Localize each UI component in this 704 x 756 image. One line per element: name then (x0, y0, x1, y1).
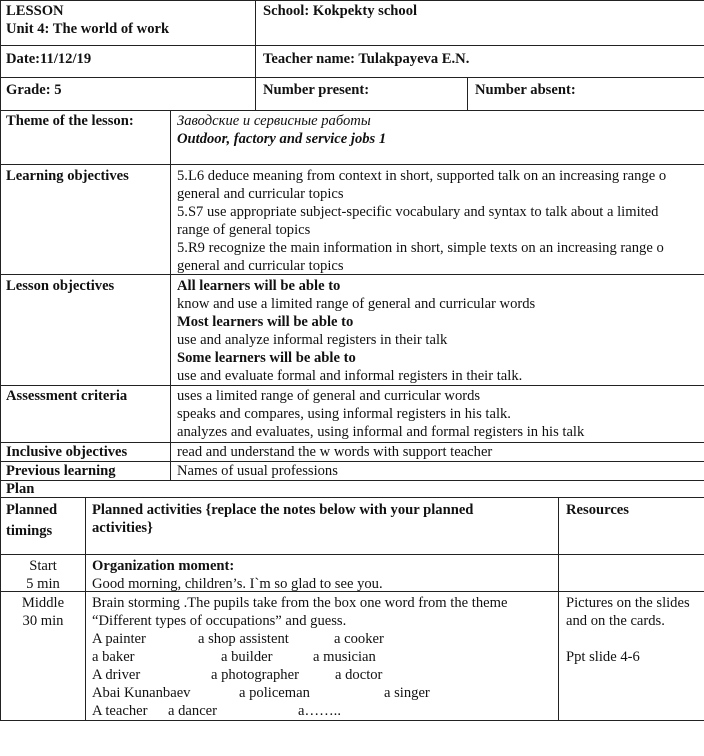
rule (0, 720, 704, 721)
occupation-word: a cooker (334, 631, 384, 647)
rule (0, 554, 704, 555)
plan-title: Plan (6, 481, 35, 497)
activities-header: activities} (92, 520, 153, 536)
assessment-label: Assessment criteria (6, 388, 128, 404)
rule (558, 497, 559, 721)
learning-objective-line: 5.R9 recognize the main information in short, simple texts on an increasing range o (177, 240, 664, 256)
school-name: School: Kokpekty school (263, 3, 418, 19)
assessment-line: uses a limited range of general and curricular words (177, 388, 481, 404)
rule (255, 0, 256, 110)
rule (0, 274, 704, 275)
some-learners-text: use and evaluate formal and informal registers in their talk. (177, 368, 523, 384)
number-absent: Number absent: (475, 82, 576, 98)
theme-english: Outdoor, factory and service jobs 1 (177, 131, 387, 147)
grade: Grade: 5 (6, 82, 62, 98)
learning-objective-line: general and curricular topics (177, 186, 344, 202)
teacher-name: Teacher name: Tulakpayeva E.N. (263, 51, 470, 67)
rule (0, 110, 704, 111)
rule (0, 480, 704, 481)
rule (0, 45, 704, 46)
timing-header: Planned (6, 502, 58, 518)
rule (85, 497, 86, 721)
rule (467, 77, 468, 110)
occupation-word: a singer (384, 685, 430, 701)
start-heading: Organization moment: (92, 558, 235, 574)
lesson-label: LESSON (6, 3, 64, 19)
all-learners-text: know and use a limited range of general and curricular words (177, 296, 536, 312)
occupation-word: a photographer (211, 667, 299, 683)
occupation-word: a…….. (298, 703, 341, 719)
assessment-line: analyzes and evaluates, using informal and formal registers in his talk (177, 424, 585, 440)
resource-line: Pictures on the slides (566, 595, 690, 611)
occupation-word: Abai Kunanbaev (92, 685, 191, 701)
previous-text: Names of usual professions (177, 463, 338, 479)
theme-russian: Заводские и сервисные работы (177, 113, 371, 129)
resources-header: Resources (566, 502, 629, 518)
rule (0, 77, 704, 78)
occupation-word: a baker (92, 649, 135, 665)
most-learners-heading: Most learners will be able to (177, 314, 354, 330)
middle-line: Brain storming .The pupils take from the box one word from the theme (92, 595, 508, 611)
occupation-word: A teacher (92, 703, 148, 719)
learning-objectives-label: Learning objectives (6, 168, 129, 184)
learning-objective-line: general and curricular topics (177, 258, 344, 274)
lesson-objectives-label: Lesson objectives (6, 278, 115, 294)
timing-header: timings (6, 523, 53, 539)
resource-line: Ppt slide 4-6 (566, 649, 640, 665)
occupation-word: a musician (313, 649, 376, 665)
learning-objective-line: range of general topics (177, 222, 311, 238)
inclusive-label: Inclusive objectives (6, 444, 128, 460)
resource-line: and on the cards. (566, 613, 665, 629)
occupation-word: a builder (221, 649, 273, 665)
learning-objective-line: 5.L6 deduce meaning from context in short, supported talk on an increasing range o (177, 168, 667, 184)
unit-title: Unit 4: The world of work (6, 21, 170, 37)
learning-objective-line: 5.S7 use appropriate subject-specific vocabulary and syntax to talk about a limited (177, 204, 659, 220)
most-learners-text: use and analyze informal registers in their talk (177, 332, 448, 348)
occupation-word: a shop assistent (198, 631, 289, 647)
occupation-word: A driver (92, 667, 141, 683)
all-learners-heading: All learners will be able to (177, 278, 341, 294)
number-present: Number present: (263, 82, 370, 98)
start-text: Good morning, children’s. I`m so glad to see you. (92, 576, 383, 592)
some-learners-heading: Some learners will be able to (177, 350, 356, 366)
middle-time: 30 min (22, 613, 64, 629)
middle-line: “Different types of occupations” and guess. (92, 613, 347, 629)
occupation-word: a policeman (239, 685, 310, 701)
occupation-word: A painter (92, 631, 146, 647)
occupation-word: a doctor (335, 667, 383, 683)
assessment-line: speaks and compares, using informal registers in his talk. (177, 406, 511, 422)
rule (0, 164, 704, 165)
rule (170, 110, 171, 480)
lesson-date: Date:11/12/19 (6, 51, 92, 67)
rule (0, 497, 704, 498)
activities-header: Planned activities {replace the notes below with your planned (92, 502, 474, 518)
theme-label: Theme of the lesson: (6, 113, 134, 129)
inclusive-text: read and understand the w words with support teacher (177, 444, 493, 460)
middle-stage: Middle (21, 595, 65, 611)
start-time: 5 min (26, 576, 60, 592)
rule (0, 385, 704, 386)
occupation-word: a dancer (168, 703, 218, 719)
rule (0, 0, 704, 1)
start-stage: Start (29, 558, 57, 574)
previous-label: Previous learning (6, 463, 116, 479)
